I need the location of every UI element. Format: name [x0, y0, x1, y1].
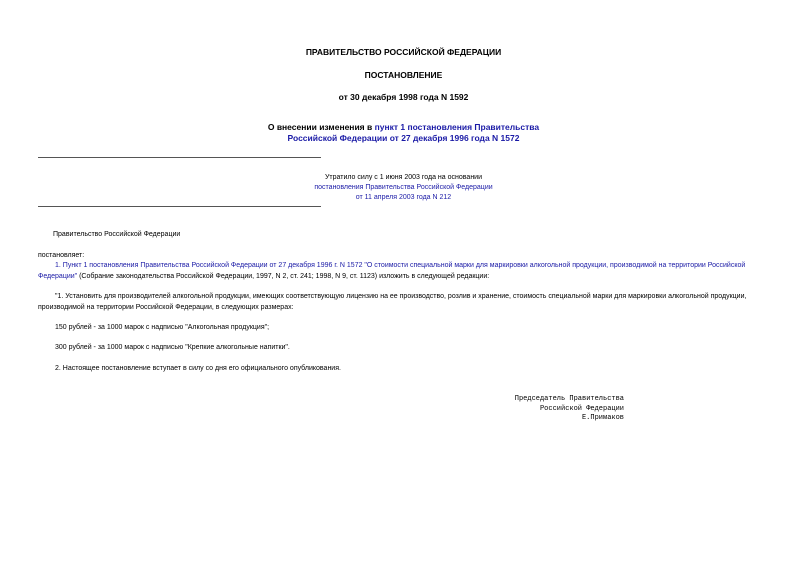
document-type: ПОСТАНОВЛЕНИЕ: [364, 70, 443, 80]
title-link-part1[interactable]: пункт 1 постановления Правительства: [374, 122, 540, 132]
paragraph-1-link[interactable]: 1. Пункт 1 постановления Правительства Российской Федерации от 27 декабря 1996 г. N 1572 "О стоимости специальной марки для маркировки алкогольной продукции, производимой на территории Российской Федерации": [38, 262, 746, 280]
document-date: от 30 декабря 1998 года N 1592: [338, 92, 469, 102]
document-title: [0, 122, 807, 132]
status-note: Утратило силу с 1 июня 2003 года на основании: [324, 174, 483, 181]
signature-org: Российской Федерации: [539, 404, 624, 413]
title-link-part2[interactable]: Российской Федерации от 27 декабря 1996 года N 1572: [287, 133, 520, 143]
title-prefix: О внесении изменения в: [267, 122, 375, 132]
repeal-link-part1[interactable]: постановления Правительства Российской Федерации: [314, 184, 493, 191]
paragraph-5: 2. Настоящее постановление вступает в силу со дня его официального опубликования.: [55, 365, 341, 372]
paragraph-4: 300 рублей - за 1000 марок с надписью "Крепкие алкогольные напитки".: [55, 344, 290, 351]
signature-title: Председатель Правительства: [514, 395, 624, 403]
divider-bottom: [38, 206, 321, 207]
paragraph-2: "1. Установить для производителей алкогольной продукции, имеющих соответствующую лицензию на ее производство, розлив и хранение, стоимость специальной марки для маркировки алкогольной продукции, производимой на территории Российской Федерации, в следующих размерах:: [38, 293, 747, 311]
divider-top: [38, 157, 321, 158]
issuer-text: Правительство Российской Федерации: [53, 231, 181, 238]
government-heading: ПРАВИТЕЛЬСТВО РОССИЙСКОЙ ФЕДЕРАЦИИ: [305, 47, 502, 57]
paragraph-1: [38, 260, 770, 282]
signature-name: Е.Примаков: [581, 414, 624, 422]
resolves-text: постановляет:: [38, 252, 85, 259]
repeal-link-part2[interactable]: от 11 апреля 2003 года N 212: [355, 194, 452, 201]
signature-block: [404, 395, 624, 424]
paragraph-1-text: (Собрание законодательства Российской Федерации, 1997, N 2, ст. 241; 1998, N 9, ст. 1123) изложить в следующей редакции:: [77, 273, 490, 280]
paragraph-3: 150 рублей - за 1000 марок с надписью "Алкогольная продукция";: [55, 324, 270, 331]
